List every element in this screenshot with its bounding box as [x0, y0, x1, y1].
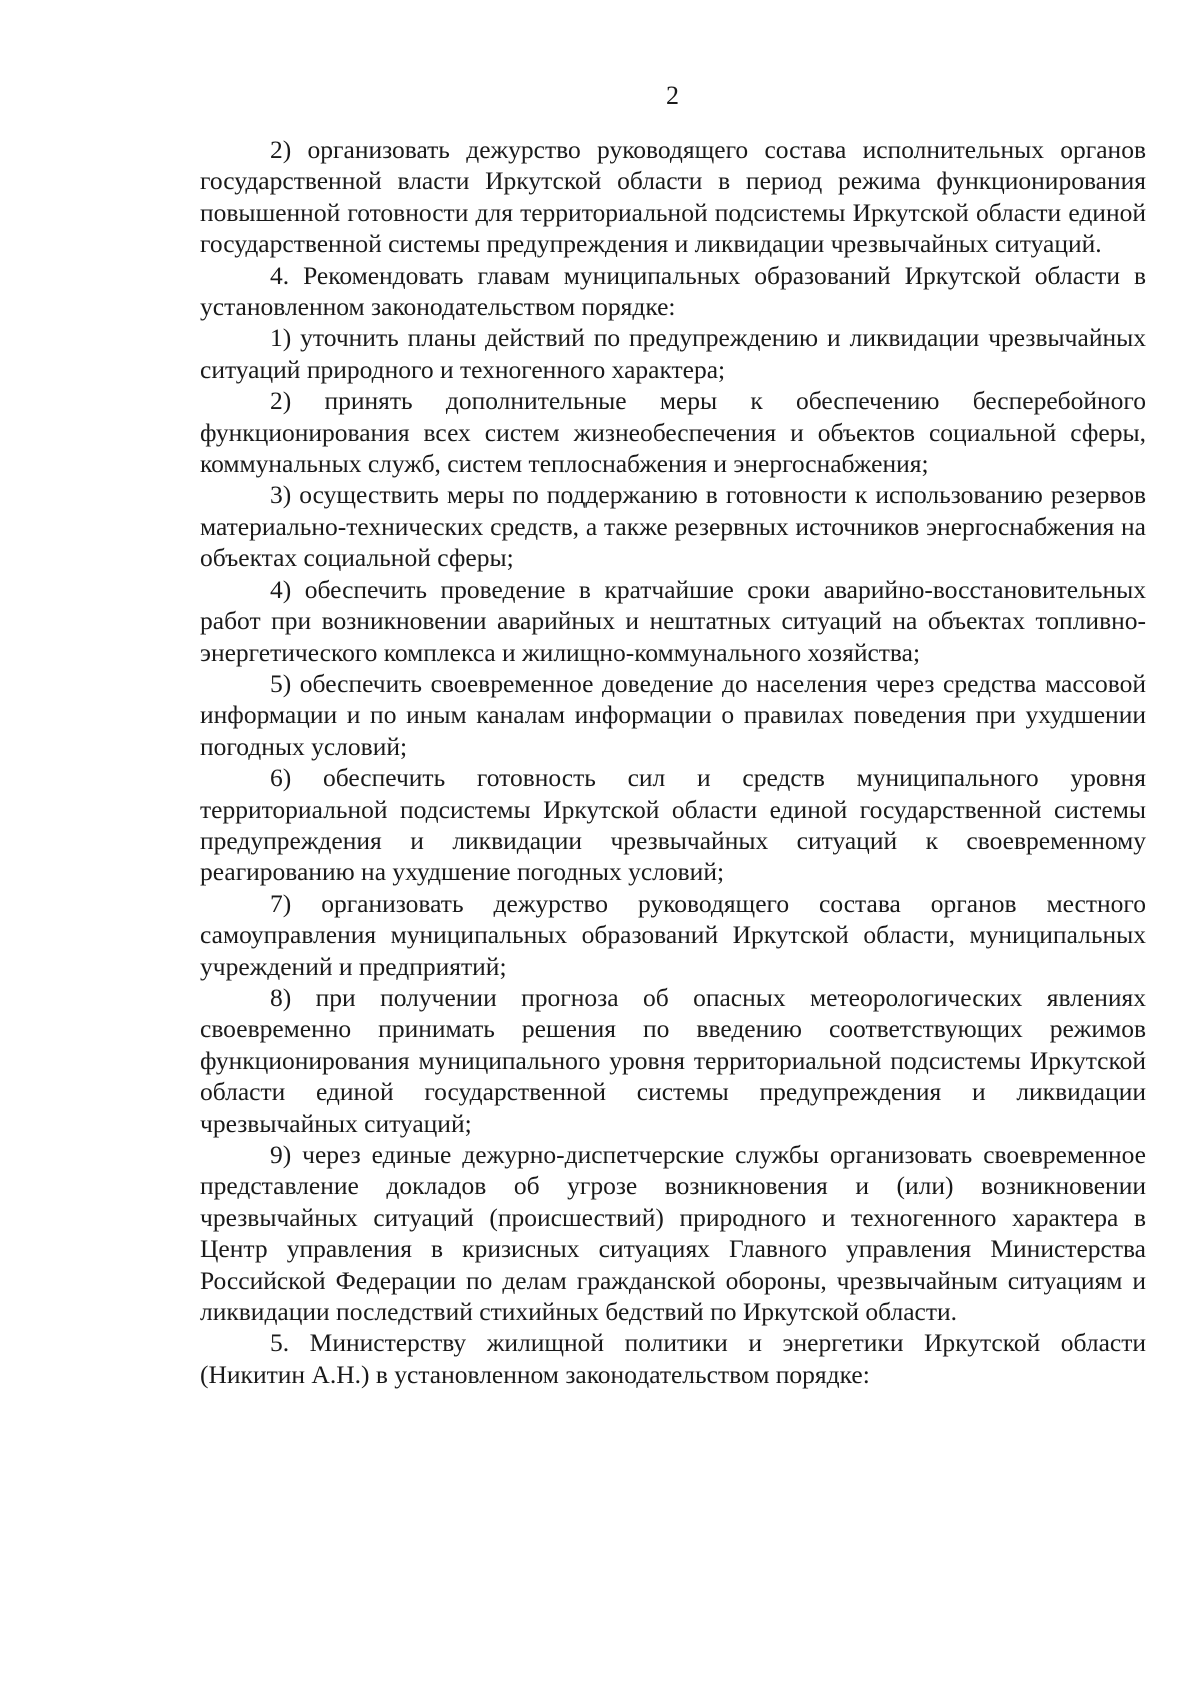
paragraph-item-5: 5. Министерству жилищной политики и энергетики Иркутской области (Никитин А.Н.) в установленном законодательством порядке:: [200, 1328, 1146, 1389]
document-body: [200, 134, 1146, 1390]
paragraph-item-4-4: 4) обеспечить проведение в кратчайшие сроки аварийно-восстановительных работ при возникновении аварийных и нештатных ситуаций на объектах топливно-энергетического комплекса и жилищно-коммунального хозяйства;: [200, 574, 1146, 667]
paragraph-item-4-7: 7) организовать дежурство руководящего состава органов местного самоуправления муниципальных образований Иркутской области, муниципальных учреждений и предприятий;: [200, 888, 1146, 981]
paragraph-item-4-5: 5) обеспечить своевременное доведение до населения через средства массовой информации и по иным каналам информации о правилах поведения при ухудшении погодных условий;: [200, 668, 1146, 761]
paragraph-item-4-3: 3) осуществить меры по поддержанию в готовности к использованию резервов материально-технических средств, а также резервных источников энергоснабжения на объектах социальной сферы;: [200, 480, 1146, 573]
paragraph-item-4-9: 9) через единые дежурно-диспетчерские службы организовать своевременное представление докладов об угрозе возникновения и (или) возникновении чрезвычайных ситуаций (происшествий) природного и техногенного характера в Центр управления в кризисных ситуациях Главного управления Министерства Российской Федерации по делам гражданской обороны, чрезвычайным ситуациям и ликвидации последствий стихийных бедствий по Иркутской области.: [200, 1140, 1146, 1327]
paragraph-duty-executive-bodies: 2) организовать дежурство руководящего состава исполнительных органов государственной власти Иркутской области в период режима функционирования повышенной готовности для территориальной подсистемы Иркутской области единой государственной системы предупреждения и ликвидации чрезвычайных ситуаций.: [200, 135, 1146, 259]
page-number: 2: [666, 81, 679, 110]
paragraph-item-4-2: 2) принять дополнительные меры к обеспечению бесперебойного функционирования всех систем жизнеобеспечения и объектов социальной сферы, коммунальных служб, систем теплоснабжения и энергоснабжения;: [200, 386, 1146, 479]
paragraph-item-4: 4. Рекомендовать главам муниципальных образований Иркутской области в установленном законодательством порядке:: [200, 260, 1146, 322]
paragraph-item-4-6: 6) обеспечить готовность сил и средств муниципального уровня территориальной подсистемы Иркутской области единой государственной системы предупреждения и ликвидации чрезвычайных ситуаций к своевременному реагированию на ухудшение погодных условий;: [200, 763, 1146, 887]
paragraph-item-4-1: 1) уточнить планы действий по предупреждению и ликвидации чрезвычайных ситуаций природного и техногенного характера;: [200, 323, 1146, 384]
paragraph-item-4-8: 8) при получении прогноза об опасных метеорологических явлениях своевременно принимать решения по введению соответствующих режимов функционирования муниципального уровня территориальной подсистемы Иркутской области единой государственной системы предупреждения и ликвидации чрезвычайных ситуаций;: [200, 982, 1146, 1138]
